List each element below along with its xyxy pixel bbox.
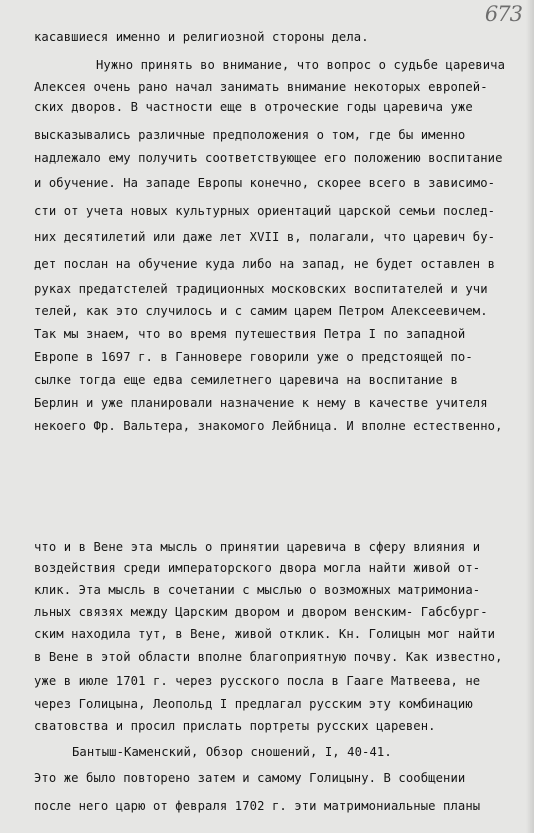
text-line: Берлин и уже планировали назначение к нему в качестве учителя: [34, 396, 488, 410]
text-line: в Вене в этой области вполне благоприятную почву. Как известно,: [34, 650, 503, 664]
text-line: после него царю от февраля 1702 г. эти матримониальные планы: [34, 799, 481, 813]
text-line: высказывались различные предположения о том, где бы именно: [34, 128, 466, 142]
text-line: них десятилетий или даже лет XVII в, полагали, что царевич бу-: [34, 230, 496, 244]
page-number: 673: [484, 2, 522, 26]
text-line: льных связях между Царским двором и двором венским- Габсбург-: [34, 605, 488, 619]
text-line: сватовства и просил прислать портреты русских царевен.: [34, 719, 436, 733]
text-line: воздействия среди императорского двора могла найти живой от-: [34, 561, 481, 575]
text-line: Нужно принять во внимание, что вопрос о судьбе царевича: [96, 58, 506, 72]
text-line: Это же было повторено затем и самому Голицыну. В сообщении: [34, 771, 466, 785]
text-line: ских дворов. В частности еще в отроческие годы царевича уже: [34, 100, 473, 114]
text-line: телей, как это случилось и с самим царем Петром Алексеевичем.: [34, 304, 488, 318]
text-line: уже в июле 1701 г. через русского посла в Гааге Матвеева, не: [34, 674, 481, 688]
text-line: касавшиеся именно и религиозной стороны дела.: [34, 30, 369, 44]
text-line: Европе в 1697 г. в Ганновере говорили уже о предстоящей по-: [34, 350, 473, 364]
text-line: дет послан на обучение куда либо на запад, не будет оставлен в: [34, 257, 496, 271]
text-line: что и в Вене эта мысль о принятии царевича в сферу влияния и: [34, 540, 481, 554]
page-edge-shadow: [526, 0, 534, 833]
text-line: Алексея очень рано начал занимать внимание некоторых европей-: [34, 80, 488, 94]
text-line: ским находила тут, в Вене, живой отклик. Кн. Голицын мог найти: [34, 627, 496, 641]
text-line: Так мы знаем, что во время путешествия Петра I по западной: [34, 327, 466, 341]
text-line: и обучение. На западе Европы конечно, скорее всего в зависимо-: [34, 176, 496, 190]
footnote-line: Бантыш-Каменский, Обзор сношений, I, 40-41.: [72, 745, 392, 759]
text-line: некоего Фр. Вальтера, знакомого Лейбница. И вполне естественно,: [34, 419, 503, 433]
text-line: сылке тогда еще едва семилетнего царевича на воспитание в: [34, 373, 458, 387]
text-line: надлежало ему получить соответствующее его положению воспитание: [34, 151, 503, 165]
text-line: сти от учета новых культурных ориентаций царской семьи послед-: [34, 204, 496, 218]
text-line: через Голицына, Леопольд I предлагал русским эту комбинацию: [34, 697, 473, 711]
text-line: руках предатстелей традиционных московских воспитателей и учи: [34, 282, 488, 296]
text-line: клик. Эта мысль в сочетании с мыслью о возможных матримониа-: [34, 583, 481, 597]
